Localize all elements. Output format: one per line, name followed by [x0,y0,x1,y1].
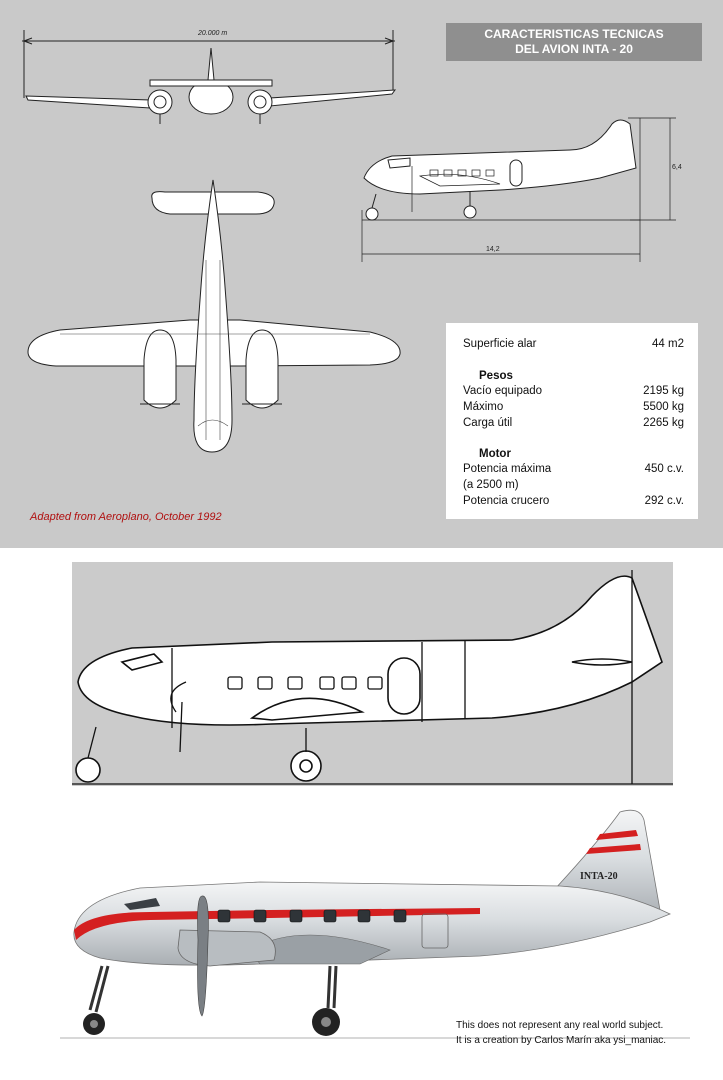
spec-value: 450 c.v. [644,463,684,475]
spec-row-payload [463,417,684,431]
spec-value: 2195 kg [643,385,684,397]
disclaimer-line-2: It is a creation by Carlos Marín aka ysi_maniac. [456,1035,667,1046]
aircraft-registration: INTA-20 [580,871,618,882]
spec-row-maxpower-note [463,479,684,493]
spec-label: Superficie alar [463,338,537,350]
spec-row-max [463,401,684,415]
spec-value: 2265 kg [643,417,684,429]
spec-label: Potencia crucero [463,495,550,507]
spec-row-empty [463,385,684,399]
spec-value: 292 c.v. [644,495,684,507]
source-credit: Adapted from Aeroplano, October 1992 [30,511,222,523]
length-dimension-label: 14,2 [486,246,500,253]
spec-row-surface [463,338,684,352]
spec-label: Vacío equipado [463,385,543,397]
specs-table [446,323,698,519]
side-view-enlarged-drawing [72,562,673,786]
disclaimer-line-1: This does not represent any real world subject. [456,1020,664,1031]
spec-row-maxpower [463,463,684,477]
spec-value: 5500 kg [643,401,684,413]
title-line-1: CARACTERISTICAS TECNICAS [484,27,664,41]
spec-heading-engine: Motor [479,448,511,460]
spec-row-cruise [463,495,684,509]
height-dimension-label: 6,4 [672,164,682,171]
spec-value: 44 m2 [652,338,684,350]
spec-label: (a 2500 m) [463,479,519,491]
title-line-2: DEL AVION INTA - 20 [515,42,633,56]
title-box [446,23,702,61]
disclaimer-note [456,1018,666,1048]
spec-label: Carga útil [463,417,513,429]
span-dimension-label: 20.000 m [198,30,228,37]
spec-label: Potencia máxima [463,463,552,475]
spec-heading-weights: Pesos [479,370,513,382]
spec-label: Máximo [463,401,504,413]
color-profile-drawing [60,800,690,1050]
